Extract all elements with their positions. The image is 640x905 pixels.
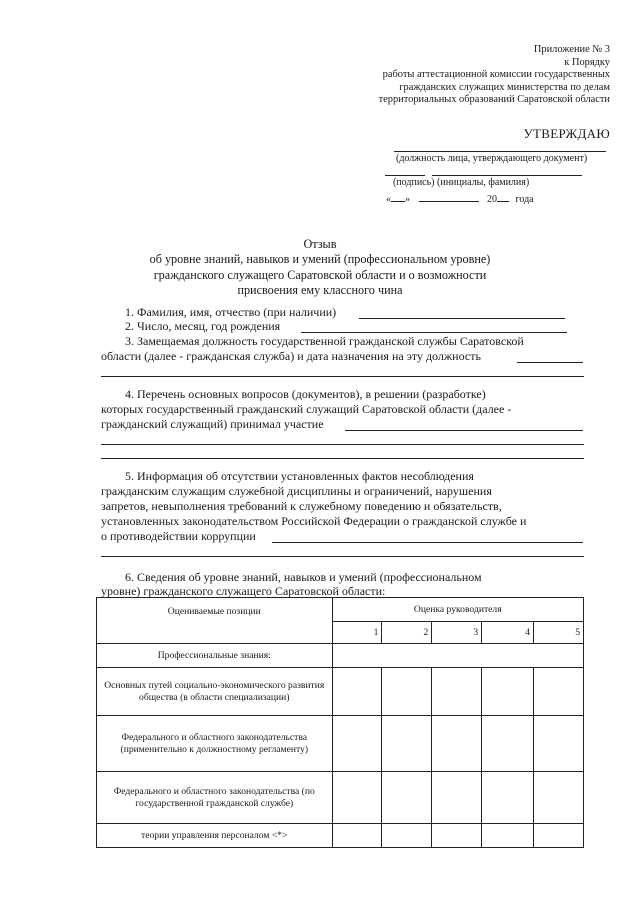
item-5-label-2: гражданским служащим служебной дисциплины и ограничений, нарушения (101, 484, 492, 498)
signature-caption: (подпись) (инициалы, фамилия) (393, 177, 530, 188)
date-century: 20 (487, 194, 497, 205)
appendix-header (379, 44, 610, 107)
title-line-3: гражданского служащего Саратовской области и о возможности (153, 267, 487, 282)
item-1-label: 1. Фамилия, имя, отчество (при наличии) (125, 305, 337, 319)
item-5-label-4: установленных законодательством Российской Федерации о гражданской службе и (101, 514, 527, 528)
score-cell[interactable] (332, 716, 382, 772)
score-cell[interactable] (482, 824, 534, 848)
row-label: Основных путей социально-экономического развития общества (в области специализации) (97, 668, 333, 716)
score-cell[interactable] (332, 668, 382, 716)
title-line-2: об уровне знаний, навыков и умений (профессиональном уровне) (149, 252, 491, 267)
appendix-number: Приложение № 3 (533, 44, 610, 55)
violations-field-line-2[interactable] (101, 556, 584, 557)
score-cell[interactable] (432, 716, 482, 772)
row-label: теории управления персоналом <*> (97, 824, 333, 848)
score-cell[interactable] (482, 772, 534, 824)
issues-field[interactable] (345, 430, 583, 431)
score-header-2: 2 (382, 622, 432, 644)
item-2-label: 2. Число, месяц, год рождения (125, 319, 281, 333)
score-cell[interactable] (432, 824, 482, 848)
score-cell[interactable] (534, 668, 584, 716)
score-cell[interactable] (382, 824, 432, 848)
date-suffix: года (515, 194, 534, 205)
score-cell[interactable] (534, 824, 584, 848)
score-header-5: 5 (534, 622, 584, 644)
item-5-label-5: о противодействии коррупции (101, 529, 256, 543)
item-5-label-3: запретов, невыполнения требований к служебному поведению и обязательств, (101, 499, 502, 513)
approval-date (386, 191, 586, 205)
position-field-line-2[interactable] (101, 376, 584, 377)
score-cell[interactable] (382, 772, 432, 824)
birth-date-field[interactable] (301, 332, 567, 333)
score-cell[interactable] (432, 668, 482, 716)
signature-line[interactable] (385, 175, 425, 176)
score-cell[interactable] (382, 716, 432, 772)
date-close-quote: » (405, 194, 410, 205)
score-cell[interactable] (432, 772, 482, 824)
appendix-desc-3: территориальных образований Саратовской области (378, 94, 610, 106)
score-header-3: 3 (432, 622, 482, 644)
item-3-label-2: области (далее - гражданская служба) и дата назначения на эту должность (101, 349, 481, 363)
date-month-field[interactable] (419, 191, 479, 202)
col-rating-header: Оценка руководителя (332, 598, 583, 622)
item-4-label-1: 4. Перечень основных вопросов (документов), в решении (разработке) (125, 387, 486, 401)
approval-heading: УТВЕРЖДАЮ (523, 126, 610, 141)
item-6-label-2: уровне) гражданского служащего Саратовской области: (101, 584, 386, 598)
date-open-quote: « (386, 194, 391, 205)
item-5-label-1: 5. Информация об отсутствии установленных фактов несоблюдения (125, 469, 474, 483)
violations-field[interactable] (272, 542, 583, 543)
full-name-field[interactable] (359, 318, 565, 319)
score-cell[interactable] (534, 772, 584, 824)
score-cell[interactable] (332, 824, 382, 848)
position-caption: (должность лица, утверждающего документ) (396, 153, 588, 164)
score-cell[interactable] (482, 668, 534, 716)
row-label: Федерального и областного законодательства (по государственной гражданской службе) (97, 772, 333, 824)
appendix-ref: к Порядку (564, 56, 610, 68)
item-4-label-2: которых государственный гражданский служащий Саратовской области (далее - (101, 402, 512, 416)
item-3-label-1: 3. Замещаемая должность государственной гражданской службы Саратовской (125, 334, 524, 348)
date-day-field[interactable] (391, 191, 405, 202)
position-field[interactable] (517, 362, 583, 363)
section-rating-span (332, 644, 583, 668)
score-cell[interactable] (482, 716, 534, 772)
date-year-field[interactable] (497, 191, 509, 202)
appendix-desc-1: работы аттестационной комиссии государственных (382, 69, 610, 81)
issues-field-line-3[interactable] (101, 458, 584, 459)
col-positions-header: Оцениваемые позиции (97, 598, 333, 644)
item-4-label-3: гражданский служащий) принимал участие (101, 417, 324, 431)
row-label: Федерального и областного законодательства (применительно к должностному регламенту) (97, 716, 333, 772)
score-header-4: 4 (482, 622, 534, 644)
table-row (97, 668, 584, 716)
score-header-1: 1 (332, 622, 382, 644)
name-line[interactable] (432, 175, 582, 176)
position-line[interactable] (394, 151, 606, 152)
title-line-1: Отзыв (303, 237, 337, 251)
table-row (97, 716, 584, 772)
table-row (97, 824, 584, 848)
item-6-label-1: 6. Сведения об уровне знаний, навыков и умений (профессиональном (125, 570, 482, 584)
score-cell[interactable] (332, 772, 382, 824)
score-cell[interactable] (382, 668, 432, 716)
title-line-4: присвоения ему классного чина (237, 282, 403, 297)
document-title (100, 237, 540, 298)
assessment-table (96, 597, 584, 848)
section-professional-knowledge: Профессиональные знания: (97, 644, 333, 668)
score-cell[interactable] (534, 716, 584, 772)
table-row (97, 772, 584, 824)
appendix-desc-2: гражданских служащих министерства по делам (399, 81, 610, 93)
issues-field-line-2[interactable] (101, 444, 584, 445)
